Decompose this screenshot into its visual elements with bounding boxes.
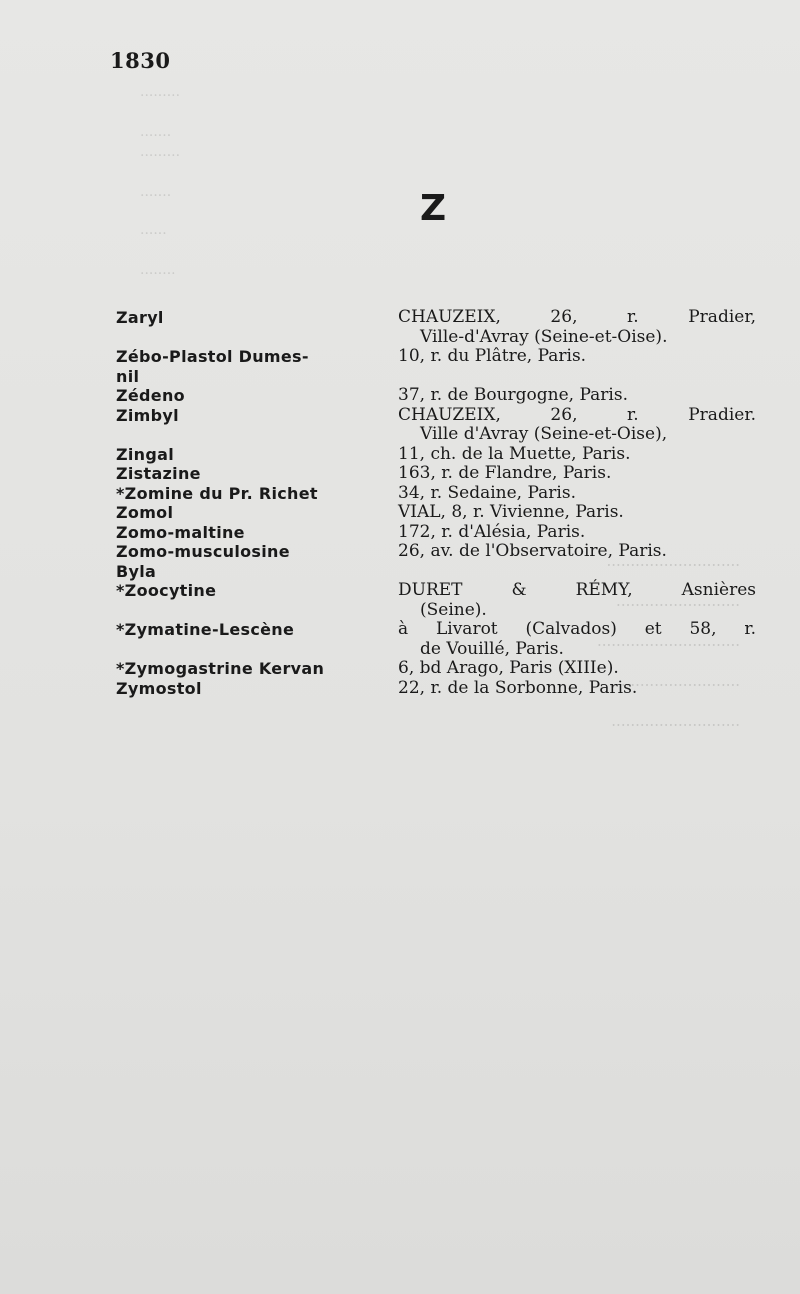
list-item <box>116 679 756 699</box>
list-item <box>116 347 756 386</box>
entry-address: 26, av. de l'Observatoire, Paris. <box>398 541 667 561</box>
entry-name: Zébo-Plastol Dumes- nil <box>116 347 309 386</box>
list-item <box>116 581 756 620</box>
entry-name: *Zymogastrine Kervan <box>116 659 325 678</box>
list-item <box>116 386 756 406</box>
entry-name: Zingal <box>116 444 175 464</box>
asterisk-marker: * <box>116 659 125 678</box>
entry-name: Zomo-musculosine Byla <box>116 542 290 581</box>
list-item <box>116 445 756 465</box>
asterisk-marker: * <box>116 620 125 639</box>
entry-name: Zaryl <box>116 308 164 327</box>
asterisk-marker: * <box>116 581 125 600</box>
entry-address: 34, r. Sedaine, Paris. <box>398 482 576 503</box>
page-number: 1830 <box>110 48 171 73</box>
directory-entries <box>116 308 756 698</box>
asterisk-marker: * <box>116 483 125 503</box>
section-letter: Z <box>420 188 447 229</box>
entry-name: Zédeno <box>116 386 185 405</box>
entry-address: DURET & RÉMY, Asnières (Seine). <box>398 580 756 620</box>
list-item <box>116 523 756 543</box>
entry-address: CHAUZEIX, 26, r. Pradier. Ville d'Avray (Seine-et-Oise), <box>398 404 756 444</box>
entry-address: 10, r. du Plâtre, Paris. <box>398 346 587 366</box>
entry-address: 172, r. d'Alésia, Paris. <box>398 521 586 542</box>
entry-address: 22, r. de la Sorbonne, Paris. <box>398 677 638 698</box>
list-item <box>116 620 756 659</box>
entry-address: CHAUZEIX, 26, r. Pradier, Ville-d'Avray (Seine-et-Oise). <box>398 307 756 347</box>
entry-name: Zimbyl <box>116 405 179 425</box>
entry-address: VIAL, 8, r. Vivienne, Paris. <box>398 502 624 522</box>
entry-address: 163, r. de Flandre, Paris. <box>398 463 612 483</box>
list-item <box>116 484 756 504</box>
list-item <box>116 308 756 347</box>
show-through-top: ········· ······· ········· ······· ······ ········ <box>140 88 181 282</box>
entry-name: Zomo-maltine <box>116 522 245 542</box>
entry-name: Zistazine <box>116 464 201 483</box>
entry-name: *Zomine du Pr. Richet <box>116 483 318 503</box>
list-item <box>116 464 756 484</box>
entry-name: *Zymatine-Lescène <box>116 620 295 639</box>
entry-name: Zomol <box>116 503 174 522</box>
entry-address: 37, r. de Bourgogne, Paris. <box>398 385 628 405</box>
entry-address: à Livarot (Calvados) et 58, r. de Vouillé, Paris. <box>398 619 756 659</box>
list-item <box>116 406 756 445</box>
entry-address: 11, ch. de la Muette, Paris. <box>398 443 631 464</box>
entry-address: 6, bd Arago, Paris (XIIIe). <box>398 658 619 678</box>
list-item <box>116 503 756 523</box>
entry-name: *Zoocytine <box>116 581 217 600</box>
show-through-bottom: ··························· ························· ······························ ·························· ···························· <box>596 556 740 734</box>
list-item <box>116 659 756 679</box>
list-item <box>116 542 756 581</box>
entry-name: Zymostol <box>116 678 202 698</box>
